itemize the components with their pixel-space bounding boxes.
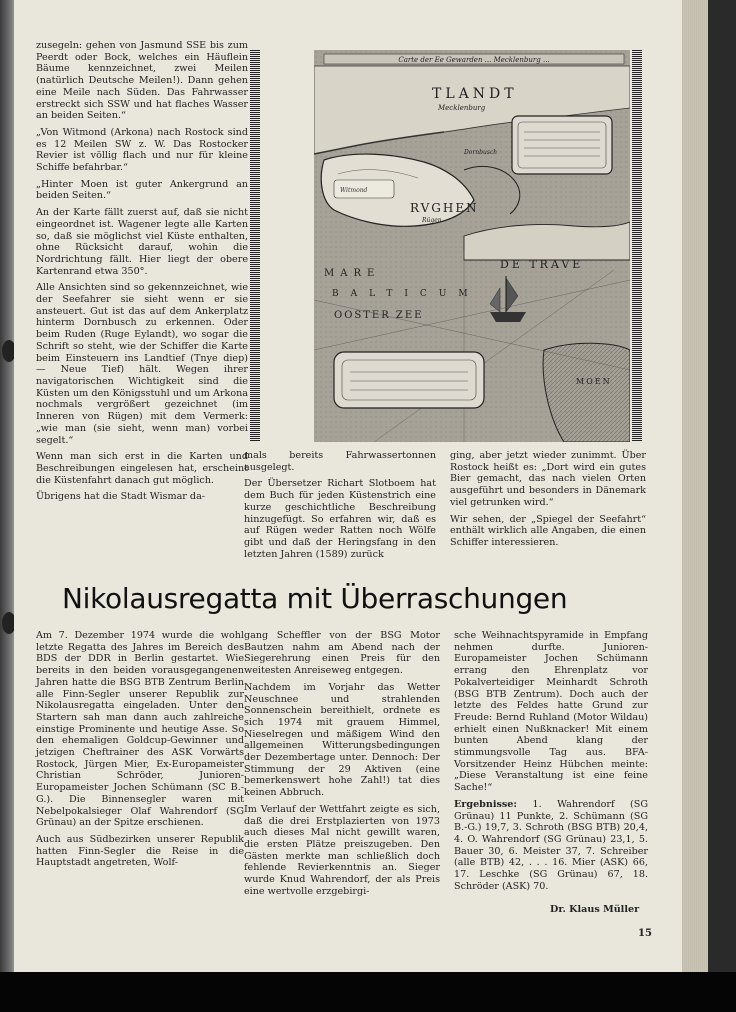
- page-number: 15: [638, 928, 652, 939]
- results-text: 1. Wahrendorf (SG Grünau) 11 Punkte, 2. Schümann (SG B.-G.) 19,7, 3. Schroth (BSG BTB) 20,4, 4. O. Wahrendorf (SG Grünau) 23,1, 5. Bauer 30, 6. Meister 37, 7. Schreiber (alle BTB) 42, . . . 16. Mier (ASK) 66, 17. Leschke (SG Grünau) 67, 18. Schröder (ASK) 70.: [454, 798, 648, 892]
- map-label-witmond: Witmond: [340, 187, 368, 194]
- paragraph: zusegeln: gehen von Jasmund SSE bis zum Peerdt oder Bock, welches ein Häuflein Bäume kennzeichnet, zwei Meilen (natürlich Deutsche Meilen!). Dann gehen eine Meile nach Süden. Das Fahrwasser erstreckt sich SSW und hat flaches Wasser an beiden Seiten.“: [36, 40, 248, 122]
- map-label-rugen: Rügen: [422, 217, 442, 224]
- historic-sea-chart: [314, 50, 630, 442]
- paragraph: Wir sehen, der „Spiegel der Seefahrt“ enthält wirklich alle Angaben, die einen Schiffer interessieren.: [450, 513, 646, 548]
- paragraph: „Hinter Moen ist guter Ankergrund an beiden Seiten.“: [36, 178, 248, 202]
- article2-column-2: [244, 630, 440, 902]
- paragraph: Nachdem im Vorjahr das Wetter Neuschnee und strahlenden Sonnenschein bereithielt, ordnete es sich 1974 mit grauem Himmel, Nieselregen und mäßigem Wind den allgemeinen Witterungsbedingungen der Dezembertage unter. Dennoch: Der Stimmung der 29 Aktiven (eine bemerkenswert hohe Zahl!) tat dies keinen Abbruch.: [244, 681, 440, 799]
- magazine-page: [14, 0, 682, 972]
- paragraph: Übrigens hat die Stadt Wismar da-: [36, 491, 206, 503]
- paragraph: gang Scheffler von der BSG Motor Bautzen nahm am Abend nach der Siegerehrung einen Preis für den weitesten Anreiseweg entgegen.: [244, 630, 440, 677]
- map-label-rughen: RVGHEN: [410, 201, 479, 215]
- paragraph: Der Übersetzer Richart Slotboem hat dem Buch für jeden Küstenstrich eine kurze geschichtliche Beschreibung hinzugefügt. So erfahren wir, daß es auf Rügen weder Ratten noch Wölfe gibt und daß der Heringsfang in den letzten Jahren (1589) zurück: [244, 478, 436, 560]
- map-title-strip: Carte der Ee Gewarden ... Mecklenburg ...: [398, 56, 550, 64]
- map-label-ooster-zee: OOSTER ZEE: [334, 310, 424, 321]
- sea-chart-drawing: [314, 50, 630, 442]
- paragraph: ging, aber jetzt wieder zunimmt. Über Rostock heißt es: „Dort wird ein gutes Bier gemacht, das nach vielen Orten ausgeführt und besonders in Dänemark viel getrunken wird.“: [450, 450, 646, 508]
- map-label-mare: MARE: [324, 268, 381, 279]
- article2-column-1: [36, 630, 244, 874]
- map-label-tlandt: TLANDT: [432, 86, 518, 102]
- paragraph: Auch aus Südbezirken unserer Republik hatten Finn-Segler die Reise in die Hauptstadt angetreten, Wolf-: [36, 833, 244, 869]
- map-label-dornbusch: Dornbusch: [464, 149, 498, 156]
- article1-column-1: [36, 40, 248, 508]
- book-cover-edge: [708, 0, 736, 972]
- paragraph: mals bereits Fahrwassertonnen ausgelegt.: [244, 450, 436, 473]
- paragraph: Alle Ansichten sind so gekennzeichnet, wie der Seefahrer sie sieht wenn er sie ansteuert. Gut ist das auf dem Ankerplatz hinterm Dornbusch zu erkennen. Oder beim Ruden (Ruge Eylandt), wo sogar die Schrift so steht, wie der Schiffer die Karte beim Einsteuern ins Landtief (Tnye diep) — Neue Tief) hält. Wegen ihrer navigatorischen Wichtigkeit sind die Küsten um den Königsstuhl und um Arkona nochmals vergrößert gezeichnet (im Inneren von Rügen) mit dem Vermerk: „wie man (sie sieht, wenn man) vorbei segelt.“: [36, 282, 248, 446]
- author-byline: Dr. Klaus Müller: [550, 904, 640, 915]
- page-edges: [682, 0, 708, 972]
- article1-column-2: [244, 450, 436, 565]
- article1-column-3: [450, 450, 646, 554]
- results-paragraph: [454, 799, 648, 893]
- article2-column-3: [454, 630, 648, 897]
- paragraph: An der Karte fällt zuerst auf, daß sie nicht eingeordnet ist. Wagener legte alle Karten so, daß sie möglichst viel Küste enthalten, ohne Rücksicht darauf, wohin die Nordrichtung fällt. Hier liegt der obere Kartenrand etwa 350°.: [36, 207, 248, 277]
- paragraph: Im Verlauf der Wettfahrt zeigte es sich, daß die drei Erstplazierten von 1973 auch dieses Mal nicht gewillt waren, die ersten Plätze preiszugeben. Den Gästen merkte man schließlich doch fehlende Revierkenntnis an. Sieger wurde Knud Wahrendorf, der als Preis eine wertvolle erzgebirgi-: [244, 803, 440, 897]
- map-label-moen: MOEN: [576, 377, 612, 386]
- paragraph: sche Weihnachtspyramide in Empfang nehmen durfte. Junioren-Europameister Jochen Schümann errang den Ehrenplatz vor Pokalverteidiger Meinhardt Schroth (BSG BTB Zentrum). Doch auch der letzte des Feldes hatte Grund zur Freude: Bernd Ruhland (Motor Wildau) erhielt einen Nußknacker! Mit einem bunten Abend klang der stimmungsvolle Tag aus. BFA-Vorsitzender Heinz Hübchen meinte: „Diese Veranstaltung ist eine feine Sache!“: [454, 630, 648, 794]
- scan-background: [0, 972, 736, 1012]
- decorative-stripe-right: [632, 50, 642, 442]
- map-label-balticum: BALTICUM: [332, 289, 480, 299]
- paragraph: „Von Witmond (Arkona) nach Rostock sind es 12 Meilen SW z. W. Das Rostocker Revier ist völlig flach und nur für kleine Schiffe befahrbar.“: [36, 126, 248, 174]
- paragraph: Wenn man sich erst in die Karten und Beschreibungen eingelesen hat, erscheint die Küstenfahrt danach gut möglich.: [36, 451, 248, 486]
- map-label-de-trave: DE TRAVE: [500, 258, 584, 271]
- decorative-stripe-left: [250, 50, 260, 442]
- paragraph: Am 7. Dezember 1974 wurde die wohl letzte Regatta des Jahres im Bereich des BDS der DDR in Berlin gestartet. Wie bereits in den beiden vorausgegangenen Jahren hatte die BSG BTB Zentrum Berlin alle Finn-Segler unserer Republik zur Nikolausregatta eingeladen. Unter den Startern sah man dann auch zahlreiche einstige Prominente und heutige Asse. So den ehemaligen Goldcup-Gewinner und jetzigen Cheftrainer des ASK Vorwärts Rostock, Jürgen Mier, Ex-Europameister Christian Schröder, Junioren-Europameister Jochen Schümann (SC B.-G.). Die Binnensegler waren mit Nebelpokalsieger Olaf Wahrendorf (SG Grünau) an der Spitze erschienen.: [36, 630, 244, 829]
- map-label-mecklenburg: Mecklenburg: [438, 104, 486, 112]
- article-headline: Nikolausregatta mit Überraschungen: [62, 582, 568, 615]
- results-label: Ergebnisse:: [454, 798, 517, 810]
